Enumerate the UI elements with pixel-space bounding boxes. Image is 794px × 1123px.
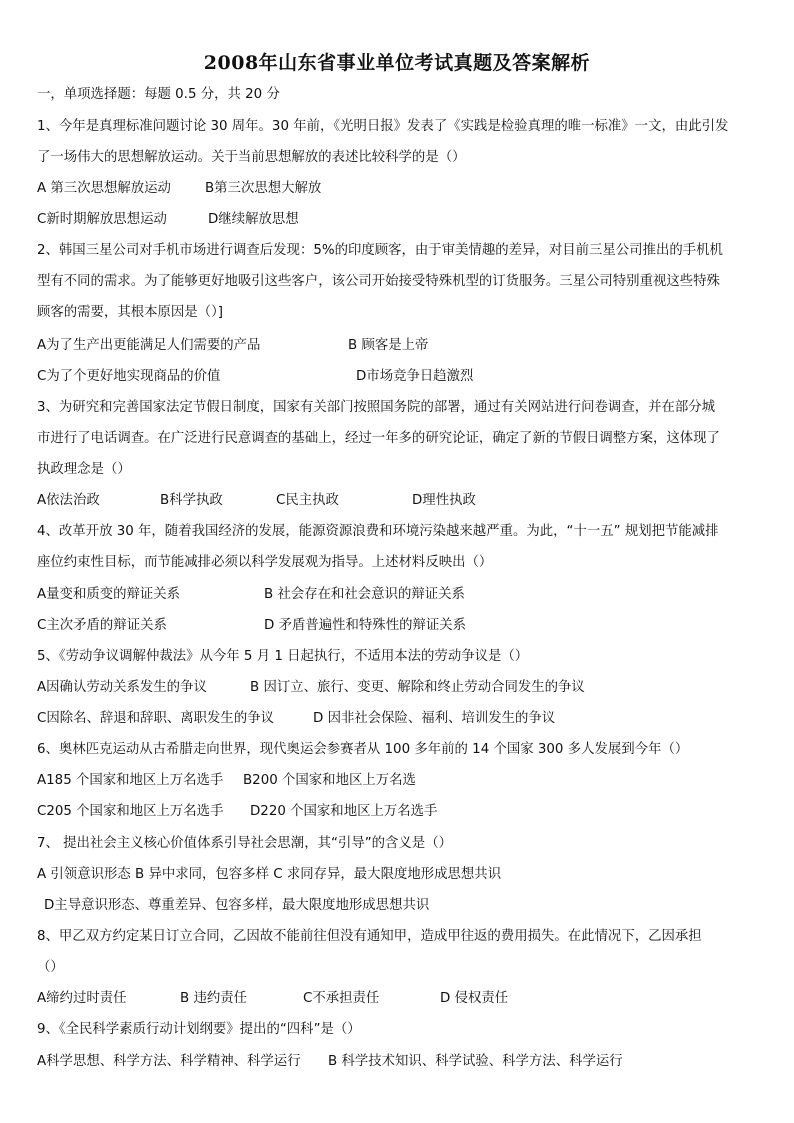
question-3-line-3: 执政理念是（） bbox=[37, 462, 131, 477]
question-1-option-c: C新时期解放思想运动 bbox=[37, 212, 167, 227]
question-6-line-1: 6、奥林匹克运动从古希腊走向世界，现代奥运会参赛者从 100 多年前的 14 个国家 300 多人发展到今年（） bbox=[37, 742, 689, 757]
question-4-option-c: C主次矛盾的辩证关系 bbox=[37, 618, 167, 633]
question-2-line-1: 2、韩国三星公司对手机市场进行调查后发现：5%的印度顾客，由于审美情趣的差异，对目前三星公司推出的手机机 bbox=[37, 243, 723, 258]
question-8-option-c: C不承担责任 bbox=[303, 991, 380, 1006]
question-5-option-a: A因确认劳动关系发生的争议 bbox=[37, 680, 207, 695]
question-6-option-b: B200 个国家和地区上万名选 bbox=[243, 773, 416, 788]
question-7-option-d: D主导意识形态、尊重差异、包容多样，最大限度地形成思想共识 bbox=[44, 898, 430, 913]
question-4-option-d: D 矛盾普遍性和特殊性的辩证关系 bbox=[264, 618, 467, 633]
question-2-option-b: B 顾客是上帝 bbox=[348, 338, 429, 353]
question-5-line-1: 5、《劳动争议调解仲裁法》从今年 5 月 1 日起执行，不适用本法的劳动争议是（） bbox=[37, 649, 529, 664]
question-3-option-c: C民主执政 bbox=[276, 493, 339, 508]
question-2-line-3: 顾客的需要，其根本原因是（）] bbox=[37, 305, 223, 320]
question-3-option-a: A依法治政 bbox=[37, 493, 100, 508]
question-2-option-d: D市场竞争日趋激烈 bbox=[356, 369, 474, 384]
question-4-line-2: 座位约束性目标，而节能减排必须以科学发展观为指导。上述材料反映出（） bbox=[37, 555, 493, 570]
question-8-option-a: A缔约过时责任 bbox=[37, 991, 127, 1006]
question-4-option-b: B 社会存在和社会意识的辩证关系 bbox=[264, 587, 465, 602]
question-2-line-2: 型有不同的需求。为了能够更好地吸引这些客户，该公司开始接受特殊机型的订货服务。三星公司特别重视这些特殊 bbox=[37, 274, 720, 289]
question-3-line-2: 市进行了电话调查。在广泛进行民意调查的基础上，经过一年多的研究论证，确定了新的节假日调整方案，这体现了 bbox=[37, 431, 720, 446]
question-1-option-a: A 第三次思想解放运动 bbox=[37, 181, 171, 196]
question-3-option-b: B科学执政 bbox=[160, 493, 223, 508]
question-1-option-b: B第三次思想大解放 bbox=[205, 181, 322, 196]
question-5-option-c: C因除名、辞退和辞职、离职发生的争议 bbox=[37, 711, 274, 726]
question-8-line-1: 8、甲乙双方约定某日订立合同，乙因故不能前往但没有通知甲，造成甲往返的费用损失。在此情况下，乙因承担 bbox=[37, 929, 702, 944]
question-4-line-1: 4、改革开放 30 年，随着我国经济的发展，能源资源浪费和环境污染越来越严重。为此，“十一五” 规划把节能减排 bbox=[37, 524, 719, 539]
question-2-option-a: A为了生产出更能满足人们需要的产品 bbox=[37, 338, 261, 353]
question-9-line-1: 9、《全民科学素质行动计划纲要》提出的“四科”是（） bbox=[37, 1022, 361, 1037]
question-6-option-c: C205 个国家和地区上万名选手 bbox=[37, 804, 224, 819]
question-7-line-1: 7、 提出社会主义核心价值体系引导社会思潮，其“引导”的含义是（） bbox=[37, 836, 452, 851]
question-8-line-2: （） bbox=[37, 960, 64, 975]
question-2-option-c: C为了个更好地实现商品的价值 bbox=[37, 369, 221, 384]
question-3-line-1: 3、为研究和完善国家法定节假日制度，国家有关部门按照国务院的部署，通过有关网站进行问卷调查，并在部分城 bbox=[37, 400, 716, 415]
question-1-line-2: 了一场伟大的思想解放运动。关于当前思想解放的表述比较科学的是（） bbox=[37, 150, 466, 165]
section-heading: 一，单项选择题：每题 0.5 分，共 20 分 bbox=[37, 87, 280, 102]
question-4-option-a: A量变和质变的辩证关系 bbox=[37, 587, 181, 602]
question-8-option-b: B 违约责任 bbox=[180, 991, 248, 1006]
page-title: 2008年山东省事业单位考试真题及答案解析 bbox=[203, 52, 591, 74]
question-3-option-d: D理性执政 bbox=[412, 493, 476, 508]
question-7-options-abc: A 引领意识形态 B 异中求同，包容多样 C 求同存异，最大限度地形成思想共识 bbox=[37, 867, 502, 882]
question-5-option-d: D 因非社会保险、福利、培训发生的争议 bbox=[313, 711, 556, 726]
question-9-option-b: B 科学技术知识、科学试验、科学方法、科学运行 bbox=[328, 1054, 623, 1069]
question-1-option-d: D继续解放思想 bbox=[208, 212, 299, 227]
question-6-option-a: A185 个国家和地区上万名选手 bbox=[37, 773, 224, 788]
question-1-line-1: 1、今年是真理标准问题讨论 30 周年。30 年前，《光明日报》发表了《实践是检验真理的唯一标准》一文，由此引发 bbox=[37, 119, 729, 134]
question-8-option-d: D 侵权责任 bbox=[440, 991, 509, 1006]
question-9-option-a: A科学思想、科学方法、科学精神、科学运行 bbox=[37, 1054, 301, 1069]
question-5-option-b: B 因订立、旅行、变更、解除和终止劳动合同发生的争议 bbox=[250, 680, 585, 695]
question-6-option-d: D220 个国家和地区上万名选手 bbox=[250, 804, 438, 819]
